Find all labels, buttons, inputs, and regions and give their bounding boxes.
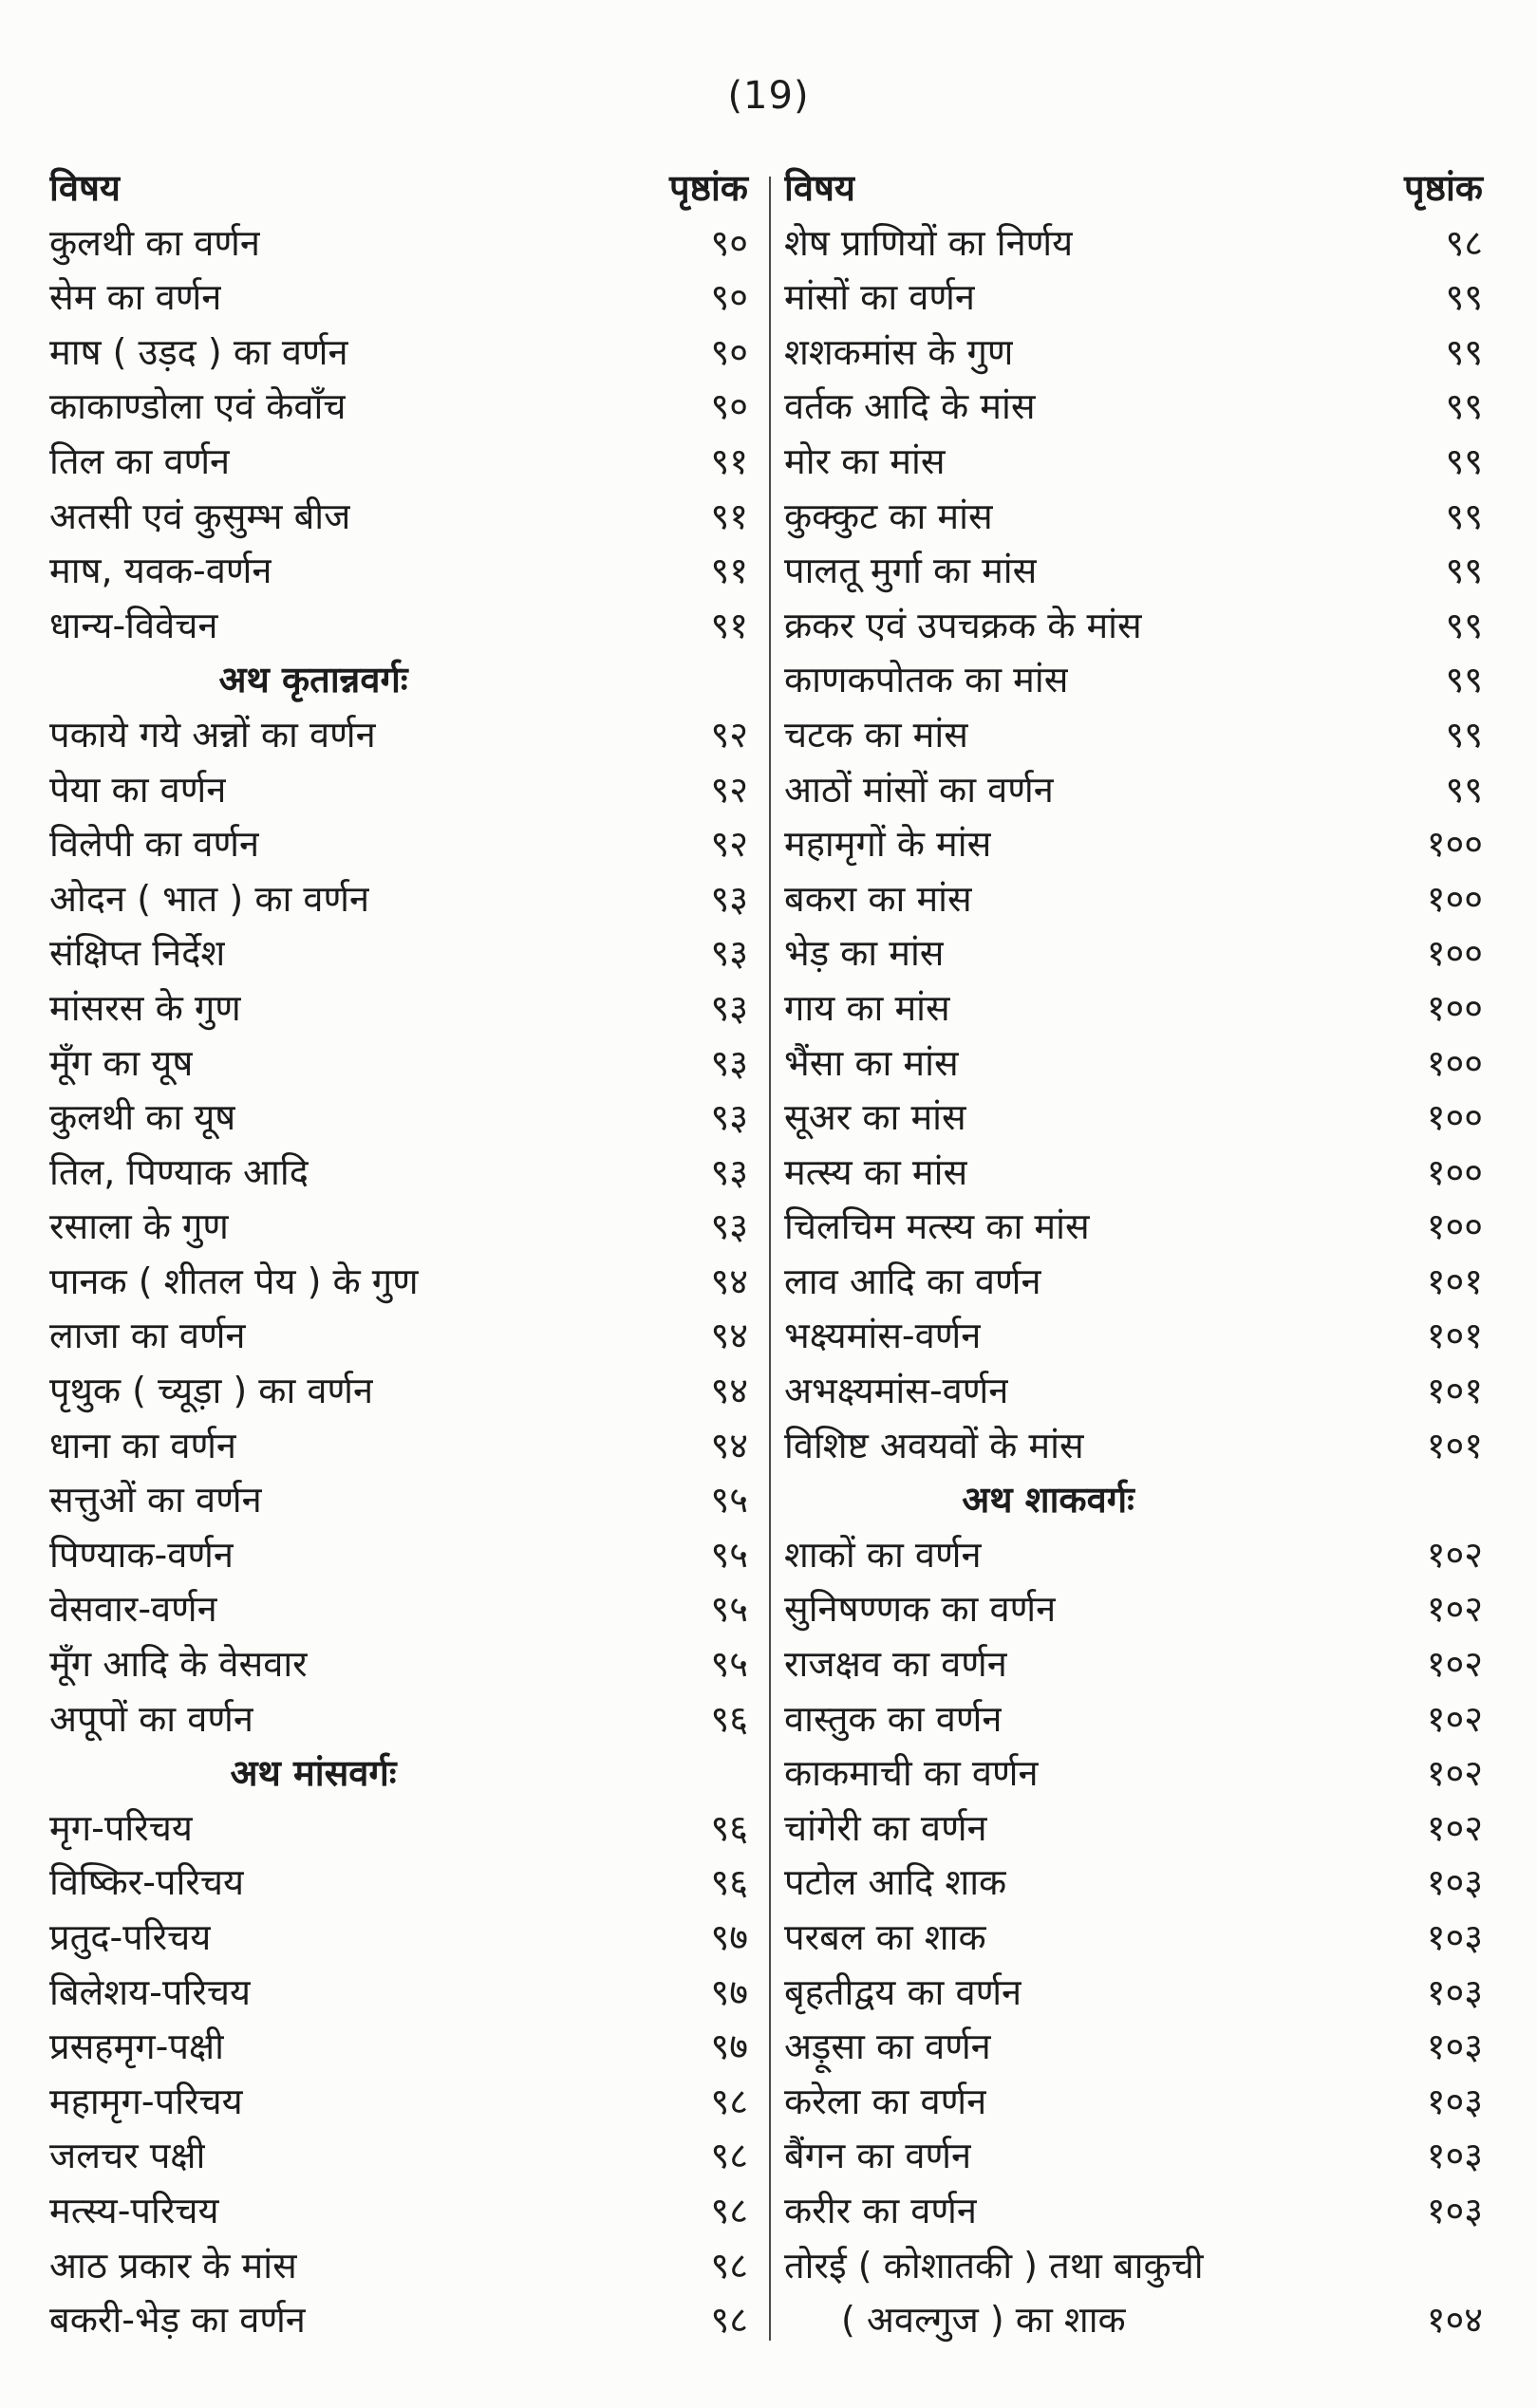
entry-title: चांगेरी का वर्णन bbox=[784, 1806, 987, 1849]
entry-title: मत्स्य का मांस bbox=[784, 1150, 968, 1193]
entry-title: तिल, पिण्याक आदि bbox=[49, 1150, 309, 1193]
toc-entry bbox=[784, 544, 1483, 599]
entry-page: १०४ bbox=[1426, 2299, 1483, 2342]
toc-entry bbox=[784, 380, 1483, 435]
toc-entry bbox=[784, 1637, 1483, 1692]
toc-entry bbox=[784, 653, 1483, 708]
entry-page: ९८ bbox=[1445, 221, 1483, 264]
toc-entry bbox=[784, 2075, 1483, 2130]
entry-title: पटोल आदि शाक bbox=[784, 1861, 1007, 1904]
entry-title: कुलथी का वर्णन bbox=[49, 221, 260, 264]
entry-title: पृथुक ( च्यूड़ा ) का वर्णन bbox=[49, 1370, 374, 1412]
entry-title: करेला का वर्णन bbox=[784, 2080, 987, 2122]
entry-page: १०० bbox=[1426, 1041, 1483, 1084]
toc-entry bbox=[49, 1036, 748, 1092]
toc-entry bbox=[49, 1966, 748, 2021]
entry-title: महामृगों के मांस bbox=[784, 823, 992, 866]
entry-page: १०२ bbox=[1426, 1697, 1483, 1740]
toc-entry bbox=[784, 216, 1483, 271]
entry-page: ९९ bbox=[1445, 604, 1483, 646]
entry-page: ९३ bbox=[710, 1041, 748, 1084]
toc-entry bbox=[784, 817, 1483, 872]
toc-entry bbox=[784, 2020, 1483, 2075]
toc-entry bbox=[784, 271, 1483, 326]
toc-entry bbox=[49, 326, 748, 381]
entry-title: अथ मांसवर्गः bbox=[230, 1752, 397, 1795]
entry-title: बकरी-भेड़ का वर्णन bbox=[49, 2299, 306, 2342]
entry-title: शेष प्राणियों का निर्णय bbox=[784, 221, 1074, 264]
entry-title: आठों मांसों का वर्णन bbox=[784, 768, 1054, 811]
entry-title: मत्स्य-परिचय bbox=[49, 2189, 219, 2231]
entry-title: बृहतीद्वय का वर्णन bbox=[784, 1970, 1022, 2013]
right-header-subject: विषय bbox=[784, 167, 855, 209]
entry-page: १०३ bbox=[1426, 1970, 1483, 2013]
toc-entry bbox=[49, 1637, 748, 1692]
entry-page: १०१ bbox=[1426, 1424, 1483, 1466]
entry-title: शशकमांस के गुण bbox=[784, 330, 1014, 373]
entry-page: ९३ bbox=[710, 1096, 748, 1139]
toc-entry bbox=[49, 1309, 748, 1364]
entry-title: लाजा का वर्णन bbox=[49, 1315, 246, 1357]
entry-page: ९३ bbox=[710, 877, 748, 920]
section-heading bbox=[49, 1746, 748, 1801]
entry-page: ९४ bbox=[710, 1370, 748, 1412]
toc-entry bbox=[49, 216, 748, 271]
entry-page: १०० bbox=[1426, 823, 1483, 866]
entry-page: १०३ bbox=[1426, 2189, 1483, 2231]
toc-entry bbox=[784, 1200, 1483, 1255]
entry-page: ९९ bbox=[1445, 385, 1483, 428]
toc-entry bbox=[49, 817, 748, 872]
entry-page: ९८ bbox=[710, 2135, 748, 2177]
toc-entry bbox=[784, 1364, 1483, 1419]
left-column bbox=[49, 161, 748, 2348]
entry-page: ९० bbox=[710, 330, 748, 373]
toc-entry bbox=[784, 1419, 1483, 1474]
toc-entry bbox=[49, 435, 748, 490]
entry-title: पेया का वर्णन bbox=[49, 768, 227, 811]
entry-page: १०० bbox=[1426, 1205, 1483, 1248]
entry-title: मांसरस के गुण bbox=[49, 986, 241, 1029]
left-header-page: पृष्ठांक bbox=[669, 167, 748, 209]
toc-entry bbox=[49, 271, 748, 326]
toc-entry bbox=[784, 1911, 1483, 1966]
entry-page: ९४ bbox=[710, 1424, 748, 1466]
toc-entry bbox=[49, 2184, 748, 2239]
entry-title: बकरा का मांस bbox=[784, 877, 972, 920]
entry-page: ९७ bbox=[710, 1916, 748, 1958]
entry-title: अथ शाकवर्गः bbox=[962, 1479, 1134, 1521]
entry-page: ९९ bbox=[1445, 550, 1483, 592]
toc-entry bbox=[49, 1528, 748, 1583]
toc-entry bbox=[49, 1200, 748, 1255]
entry-page: ९९ bbox=[1445, 330, 1483, 373]
entry-title: भक्ष्यमांस-वर्णन bbox=[784, 1315, 982, 1357]
entry-page: १०३ bbox=[1426, 1861, 1483, 1904]
entry-page: ९५ bbox=[710, 1479, 748, 1521]
entry-page: ९८ bbox=[710, 2244, 748, 2287]
toc-entry bbox=[784, 1036, 1483, 1092]
entry-title: सुनिषण्णक का वर्णन bbox=[784, 1588, 1057, 1631]
entry-page: १०० bbox=[1426, 1150, 1483, 1193]
entry-title: अतसी एवं कुसुम्भ बीज bbox=[49, 495, 351, 537]
toc-entry bbox=[49, 1911, 748, 1966]
entry-page: १०० bbox=[1426, 932, 1483, 975]
toc-entry bbox=[784, 1582, 1483, 1637]
entry-title: पानक ( शीतल पेय ) के गुण bbox=[49, 1260, 419, 1302]
entry-title: प्रसहमृग-पक्षी bbox=[49, 2025, 224, 2068]
entry-page: ९६ bbox=[710, 1861, 748, 1904]
entry-title: महामृग-परिचय bbox=[49, 2080, 243, 2122]
toc-entry bbox=[784, 2293, 1483, 2348]
entry-title: राजक्षव का वर्णन bbox=[784, 1643, 1007, 1686]
toc-entry bbox=[49, 1146, 748, 1201]
right-rows bbox=[784, 216, 1483, 2348]
entry-page: ९२ bbox=[710, 823, 748, 866]
toc-entry bbox=[49, 1419, 748, 1474]
toc-entry bbox=[49, 2020, 748, 2075]
toc-entry bbox=[784, 435, 1483, 490]
left-header-row bbox=[49, 161, 748, 216]
toc-entry bbox=[49, 2239, 748, 2294]
toc-entry bbox=[49, 544, 748, 599]
entry-title: पकाये गये अन्नों का वर्णन bbox=[49, 713, 376, 756]
entry-title: अथ कृतान्नवर्गः bbox=[218, 659, 408, 701]
left-rows bbox=[49, 216, 748, 2348]
right-header-row bbox=[784, 161, 1483, 216]
entry-page: १०२ bbox=[1426, 1643, 1483, 1686]
toc-entry bbox=[784, 1091, 1483, 1146]
entry-page: ९२ bbox=[710, 768, 748, 811]
entry-title: ( अवल्गुज ) का शाक bbox=[841, 2299, 1126, 2342]
entry-page: १०१ bbox=[1426, 1370, 1483, 1412]
entry-title: शाकों का वर्णन bbox=[784, 1533, 982, 1576]
entry-title: ओदन ( भात ) का वर्णन bbox=[49, 877, 370, 920]
entry-page: ९९ bbox=[1445, 276, 1483, 319]
entry-title: विशिष्ट अवयवों के मांस bbox=[784, 1424, 1084, 1466]
entry-page: ९९ bbox=[1445, 768, 1483, 811]
toc-entry bbox=[49, 1255, 748, 1310]
entry-page: १०३ bbox=[1426, 1916, 1483, 1958]
entry-page: ९९ bbox=[1445, 439, 1483, 482]
entry-title: तोरई ( कोशातकी ) तथा बाकुची bbox=[784, 2244, 1204, 2287]
toc-entry bbox=[784, 1692, 1483, 1747]
entry-page: १०३ bbox=[1426, 2025, 1483, 2068]
entry-title: वास्तुक का वर्णन bbox=[784, 1697, 1003, 1740]
entry-page: १०३ bbox=[1426, 2135, 1483, 2177]
toc-entry bbox=[784, 926, 1483, 981]
toc-entry bbox=[49, 926, 748, 981]
toc-entry bbox=[49, 2075, 748, 2130]
entry-page: १०२ bbox=[1426, 1752, 1483, 1795]
toc-entry bbox=[49, 2129, 748, 2184]
toc-entry bbox=[784, 490, 1483, 545]
entry-page: ९० bbox=[710, 276, 748, 319]
toc-entry bbox=[784, 1801, 1483, 1857]
toc-entry bbox=[784, 1255, 1483, 1310]
entry-page: ९० bbox=[710, 221, 748, 264]
entry-title: कुक्कुट का मांस bbox=[784, 495, 993, 537]
toc-entry bbox=[49, 763, 748, 818]
toc-entry bbox=[49, 872, 748, 927]
entry-page: ९८ bbox=[710, 2080, 748, 2122]
toc-entry bbox=[49, 981, 748, 1036]
entry-title: जलचर पक्षी bbox=[49, 2135, 206, 2177]
toc-entry bbox=[49, 380, 748, 435]
toc-entry bbox=[49, 1473, 748, 1528]
entry-title: संक्षिप्त निर्देश bbox=[49, 932, 226, 975]
entry-page: ९२ bbox=[710, 713, 748, 756]
entry-page: ९१ bbox=[710, 495, 748, 537]
toc-entry bbox=[784, 981, 1483, 1036]
entry-title: चिलचिम मत्स्य का मांस bbox=[784, 1205, 1090, 1248]
entry-page: ९८ bbox=[710, 2189, 748, 2231]
entry-title: वर्तक आदि के मांस bbox=[784, 385, 1036, 428]
entry-title: विष्किर-परिचय bbox=[49, 1861, 245, 1904]
toc-entry bbox=[49, 1856, 748, 1911]
entry-page: ९८ bbox=[710, 2299, 748, 2342]
entry-title: बैंगन का वर्णन bbox=[784, 2135, 972, 2177]
toc-entry bbox=[49, 1582, 748, 1637]
entry-title: पिण्याक-वर्णन bbox=[49, 1533, 234, 1576]
entry-title: लाव आदि का वर्णन bbox=[784, 1260, 1041, 1302]
entry-title: मांसों का वर्णन bbox=[784, 276, 975, 319]
entry-page: १०२ bbox=[1426, 1533, 1483, 1576]
toc-entry bbox=[49, 1692, 748, 1747]
entry-title: तिल का वर्णन bbox=[49, 439, 231, 482]
entry-page: १०३ bbox=[1426, 2080, 1483, 2122]
entry-title: सत्तुओं का वर्णन bbox=[49, 1479, 262, 1521]
toc-entry bbox=[784, 1966, 1483, 2021]
entry-page: ९३ bbox=[710, 986, 748, 1029]
entry-title: अभक्ष्यमांस-वर्णन bbox=[784, 1370, 1009, 1412]
entry-title: काकमाची का वर्णन bbox=[784, 1752, 1039, 1795]
entry-title: क्रकर एवं उपचक्रक के मांस bbox=[784, 604, 1142, 646]
toc-entry bbox=[784, 2184, 1483, 2239]
toc-entry bbox=[49, 708, 748, 763]
entry-page: ९७ bbox=[710, 2025, 748, 2068]
toc-entry bbox=[784, 599, 1483, 654]
toc-entry bbox=[784, 1309, 1483, 1364]
entry-title: माष, यवक-वर्णन bbox=[49, 550, 272, 592]
entry-title: काकाण्डोला एवं केवाँच bbox=[49, 385, 347, 428]
entry-title: अड़ूसा का वर्णन bbox=[784, 2025, 991, 2068]
entry-title: भेड़ का मांस bbox=[784, 932, 945, 975]
entry-title: मृग-परिचय bbox=[49, 1806, 193, 1849]
entry-title: काणकपोतक का मांस bbox=[784, 659, 1069, 701]
entry-title: मोर का मांस bbox=[784, 439, 946, 482]
column-divider bbox=[769, 177, 771, 2341]
entry-page: ९१ bbox=[710, 439, 748, 482]
entry-page: ९४ bbox=[710, 1260, 748, 1302]
entry-page: १०२ bbox=[1426, 1806, 1483, 1849]
entry-page: ९६ bbox=[710, 1806, 748, 1849]
entry-page: ९३ bbox=[710, 932, 748, 975]
section-heading bbox=[784, 1473, 1483, 1528]
toc-entry bbox=[784, 2239, 1483, 2294]
toc-entry bbox=[784, 2129, 1483, 2184]
entry-title: रसाला के गुण bbox=[49, 1205, 229, 1248]
entry-title: बिलेशय-परिचय bbox=[49, 1970, 252, 2013]
entry-page: ९४ bbox=[710, 1315, 748, 1357]
toc-entry bbox=[784, 1746, 1483, 1801]
entry-title: मूँग आदि के वेसवार bbox=[49, 1643, 308, 1686]
entry-title: मूँग का यूष bbox=[49, 1041, 194, 1084]
toc-entry bbox=[49, 599, 748, 654]
entry-title: भैंसा का मांस bbox=[784, 1041, 959, 1084]
toc-entry bbox=[49, 2293, 748, 2348]
toc-entry bbox=[784, 1856, 1483, 1911]
entry-title: चटक का मांस bbox=[784, 713, 968, 756]
toc-entry bbox=[784, 872, 1483, 927]
toc-entry bbox=[784, 708, 1483, 763]
toc-entry bbox=[784, 1528, 1483, 1583]
toc-entry bbox=[49, 1091, 748, 1146]
entry-page: ९३ bbox=[710, 1150, 748, 1193]
entry-title: माष ( उड़द ) का वर्णन bbox=[49, 330, 348, 373]
entry-page: ९६ bbox=[710, 1697, 748, 1740]
entry-title: सूअर का मांस bbox=[784, 1096, 966, 1139]
toc-entry bbox=[784, 326, 1483, 381]
entry-title: गाय का मांस bbox=[784, 986, 950, 1029]
page-number: (19) bbox=[727, 74, 810, 118]
right-header-page: पृष्ठांक bbox=[1404, 167, 1483, 209]
entry-title: धान्य-विवेचन bbox=[49, 604, 218, 646]
entry-page: ९७ bbox=[710, 1970, 748, 2013]
entry-title: आठ प्रकार के मांस bbox=[49, 2244, 297, 2287]
toc-entry bbox=[49, 1364, 748, 1419]
entry-page: ९९ bbox=[1445, 659, 1483, 701]
entry-title: परबल का शाक bbox=[784, 1916, 986, 1958]
entry-title: विलेपी का वर्णन bbox=[49, 823, 260, 866]
entry-page: ९९ bbox=[1445, 713, 1483, 756]
entry-page: १०२ bbox=[1426, 1588, 1483, 1631]
entry-page: १०० bbox=[1426, 877, 1483, 920]
entry-title: सेम का वर्णन bbox=[49, 276, 222, 319]
toc-entry bbox=[784, 1146, 1483, 1201]
entry-page: ९३ bbox=[710, 1205, 748, 1248]
right-column bbox=[784, 161, 1483, 2348]
entry-title: पालतू मुर्गा का मांस bbox=[784, 550, 1038, 592]
entry-page: ९० bbox=[710, 385, 748, 428]
section-heading bbox=[49, 653, 748, 708]
entry-title: कुलथी का यूष bbox=[49, 1096, 236, 1139]
entry-page: ९९ bbox=[1445, 495, 1483, 537]
entry-page: १०१ bbox=[1426, 1315, 1483, 1357]
toc-entry bbox=[49, 490, 748, 545]
entry-title: वेसवार-वर्णन bbox=[49, 1588, 217, 1631]
entry-page: ९५ bbox=[710, 1643, 748, 1686]
entry-title: करीर का वर्णन bbox=[784, 2189, 977, 2231]
entry-page: १०० bbox=[1426, 986, 1483, 1029]
left-header-subject: विषय bbox=[49, 167, 121, 209]
entry-page: ९५ bbox=[710, 1533, 748, 1576]
entry-page: ९५ bbox=[710, 1588, 748, 1631]
toc-entry bbox=[49, 1801, 748, 1857]
entry-page: ९१ bbox=[710, 604, 748, 646]
entry-page: १०० bbox=[1426, 1096, 1483, 1139]
toc-entry bbox=[784, 763, 1483, 818]
entry-title: प्रतुद-परिचय bbox=[49, 1916, 212, 1958]
entry-title: अपूपों का वर्णन bbox=[49, 1697, 253, 1740]
entry-title: धाना का वर्णन bbox=[49, 1424, 237, 1466]
entry-page: ९१ bbox=[710, 550, 748, 592]
entry-page: १०१ bbox=[1426, 1260, 1483, 1302]
